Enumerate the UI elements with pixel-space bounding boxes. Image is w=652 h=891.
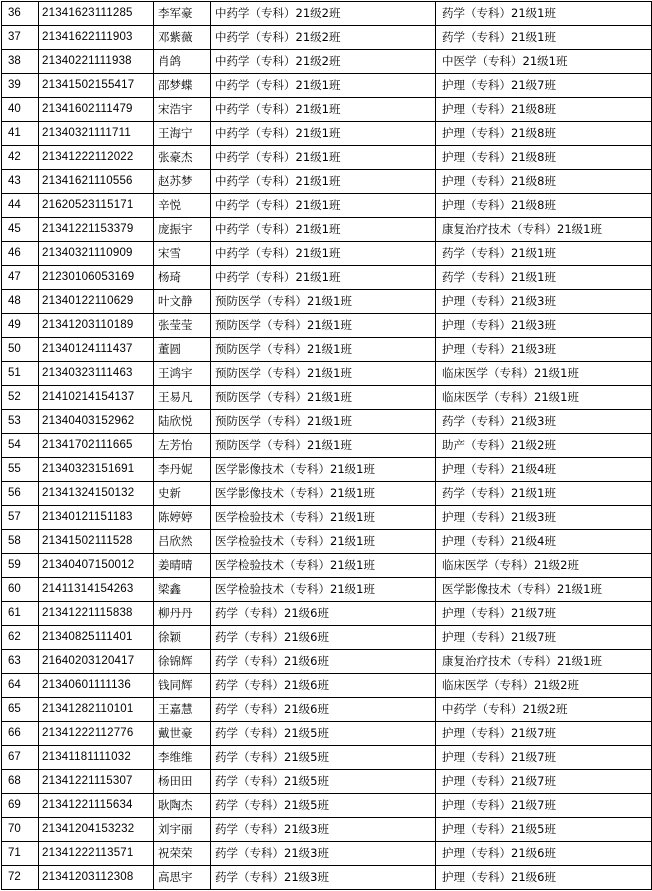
row-number-cell: 48: [2, 290, 39, 314]
new-class-cell: 护理（专科）21级7班: [436, 746, 652, 770]
row-number-cell: 47: [2, 266, 39, 290]
row-number-cell: 60: [2, 578, 39, 602]
original-class-cell: 预防医学（专科）21级1班: [211, 386, 436, 410]
new-class-cell: 中药学（专科）21级2班: [436, 698, 652, 722]
student-id-cell: 21341222112022: [39, 146, 154, 170]
new-class-cell: 护理（专科）21级4班: [436, 458, 652, 482]
student-id-cell: 21341602111479: [39, 98, 154, 122]
student-name-cell: 赵苏梦: [154, 170, 211, 194]
student-name-cell: 王鸿宇: [154, 362, 211, 386]
student-id-cell: 21340124111437: [39, 338, 154, 362]
table-row: [2, 746, 652, 770]
new-class-cell: 护理（专科）21级8班: [436, 194, 652, 218]
row-number-cell: 67: [2, 746, 39, 770]
new-class-cell: 护理（专科）21级4班: [436, 530, 652, 554]
row-number-cell: 70: [2, 818, 39, 842]
student-id-cell: 21341204153232: [39, 818, 154, 842]
table-row: [2, 722, 652, 746]
new-class-cell: 康复治疗技术（专科）21级1班: [436, 218, 652, 242]
original-class-cell: 中药学（专科）21级1班: [211, 98, 436, 122]
new-class-cell: 护理（专科）21级8班: [436, 122, 652, 146]
row-number-cell: 36: [2, 2, 39, 26]
table-row: [2, 674, 652, 698]
new-class-cell: 护理（专科）21级7班: [436, 74, 652, 98]
row-number-cell: 62: [2, 626, 39, 650]
row-number-cell: 54: [2, 434, 39, 458]
new-class-cell: 康复治疗技术（专科）21级1班: [436, 650, 652, 674]
student-id-cell: 21341324150132: [39, 482, 154, 506]
student-id-cell: 21341502111528: [39, 530, 154, 554]
student-name-cell: 梁鑫: [154, 578, 211, 602]
student-name-cell: 邵梦蝶: [154, 74, 211, 98]
original-class-cell: 药学（专科）21级6班: [211, 674, 436, 698]
student-id-cell: 21341221115634: [39, 794, 154, 818]
row-number-cell: 66: [2, 722, 39, 746]
student-name-cell: 王嘉慧: [154, 698, 211, 722]
table-row: [2, 842, 652, 866]
original-class-cell: 药学（专科）21级3班: [211, 866, 436, 890]
student-id-cell: 21341702111665: [39, 434, 154, 458]
original-class-cell: 药学（专科）21级6班: [211, 650, 436, 674]
new-class-cell: 护理（专科）21级8班: [436, 98, 652, 122]
student-name-cell: 柳丹丹: [154, 602, 211, 626]
student-id-cell: 21340601111136: [39, 674, 154, 698]
row-number-cell: 41: [2, 122, 39, 146]
new-class-cell: 临床医学（专科）21级1班: [436, 362, 652, 386]
row-number-cell: 55: [2, 458, 39, 482]
table-row: [2, 2, 652, 26]
student-id-cell: 21341221115838: [39, 602, 154, 626]
table-row: [2, 170, 652, 194]
student-id-cell: 21341621110556: [39, 170, 154, 194]
row-number-cell: 59: [2, 554, 39, 578]
row-number-cell: 72: [2, 866, 39, 890]
table-row: [2, 218, 652, 242]
student-id-cell: 21341222113571: [39, 842, 154, 866]
original-class-cell: 中药学（专科）21级1班: [211, 170, 436, 194]
student-name-cell: 邓紫薇: [154, 26, 211, 50]
new-class-cell: 药学（专科）21级1班: [436, 482, 652, 506]
transfer-table: [1, 1, 652, 890]
student-name-cell: 宋浩宇: [154, 98, 211, 122]
new-class-cell: 护理（专科）21级7班: [436, 794, 652, 818]
new-class-cell: 护理（专科）21级7班: [436, 722, 652, 746]
row-number-cell: 58: [2, 530, 39, 554]
student-id-cell: 21341282110101: [39, 698, 154, 722]
student-id-cell: 21341181111032: [39, 746, 154, 770]
new-class-cell: 护理（专科）21级3班: [436, 314, 652, 338]
student-name-cell: 吕欣然: [154, 530, 211, 554]
student-id-cell: 21340221111938: [39, 50, 154, 74]
table-row: [2, 242, 652, 266]
student-name-cell: 张豪杰: [154, 146, 211, 170]
table-row: [2, 314, 652, 338]
student-name-cell: 高思宇: [154, 866, 211, 890]
row-number-cell: 63: [2, 650, 39, 674]
row-number-cell: 65: [2, 698, 39, 722]
table-row: [2, 362, 652, 386]
original-class-cell: 医学检验技术（专科）21级1班: [211, 506, 436, 530]
student-name-cell: 左芳怡: [154, 434, 211, 458]
table-row: [2, 386, 652, 410]
new-class-cell: 药学（专科）21级1班: [436, 242, 652, 266]
original-class-cell: 医学影像技术（专科）21级1班: [211, 458, 436, 482]
original-class-cell: 医学检验技术（专科）21级1班: [211, 554, 436, 578]
table-row: [2, 770, 652, 794]
table-row: [2, 866, 652, 890]
student-name-cell: 杨田田: [154, 770, 211, 794]
student-name-cell: 姜晴晴: [154, 554, 211, 578]
original-class-cell: 中药学（专科）21级2班: [211, 2, 436, 26]
original-class-cell: 中药学（专科）21级1班: [211, 194, 436, 218]
original-class-cell: 医学检验技术（专科）21级1班: [211, 530, 436, 554]
student-name-cell: 祝荣荣: [154, 842, 211, 866]
student-id-cell: 21341203110189: [39, 314, 154, 338]
original-class-cell: 预防医学（专科）21级1班: [211, 314, 436, 338]
original-class-cell: 药学（专科）21级3班: [211, 842, 436, 866]
table-row: [2, 578, 652, 602]
new-class-cell: 护理（专科）21级3班: [436, 290, 652, 314]
new-class-cell: 药学（专科）21级1班: [436, 266, 652, 290]
table-row: [2, 530, 652, 554]
original-class-cell: 预防医学（专科）21级1班: [211, 290, 436, 314]
student-name-cell: 戴世豪: [154, 722, 211, 746]
original-class-cell: 药学（专科）21级3班: [211, 818, 436, 842]
student-id-cell: 21341203112308: [39, 866, 154, 890]
student-id-cell: 21340825111401: [39, 626, 154, 650]
new-class-cell: 临床医学（专科）21级1班: [436, 386, 652, 410]
table-row: [2, 506, 652, 530]
new-class-cell: 护理（专科）21级8班: [436, 170, 652, 194]
row-number-cell: 52: [2, 386, 39, 410]
new-class-cell: 护理（专科）21级7班: [436, 626, 652, 650]
student-name-cell: 耿陶杰: [154, 794, 211, 818]
original-class-cell: 医学检验技术（专科）21级1班: [211, 578, 436, 602]
table-row: [2, 50, 652, 74]
student-name-cell: 李军豪: [154, 2, 211, 26]
original-class-cell: 医学影像技术（专科）21级1班: [211, 482, 436, 506]
table-row: [2, 794, 652, 818]
student-id-cell: 21410214154137: [39, 386, 154, 410]
student-id-cell: 21340122110629: [39, 290, 154, 314]
student-name-cell: 徐颖: [154, 626, 211, 650]
original-class-cell: 预防医学（专科）21级1班: [211, 410, 436, 434]
original-class-cell: 中药学（专科）21级1班: [211, 122, 436, 146]
table-row: [2, 194, 652, 218]
student-id-cell: 21620523115171: [39, 194, 154, 218]
table-row: [2, 146, 652, 170]
original-class-cell: 中药学（专科）21级2班: [211, 26, 436, 50]
original-class-cell: 药学（专科）21级5班: [211, 746, 436, 770]
student-name-cell: 庞振宇: [154, 218, 211, 242]
table-row: [2, 458, 652, 482]
row-number-cell: 68: [2, 770, 39, 794]
student-id-cell: 21341623111285: [39, 2, 154, 26]
new-class-cell: 医学影像技术（专科）21级1班: [436, 578, 652, 602]
original-class-cell: 中药学（专科）21级1班: [211, 146, 436, 170]
table-row: [2, 482, 652, 506]
student-id-cell: 21340407150012: [39, 554, 154, 578]
table-row: [2, 26, 652, 50]
student-name-cell: 刘宇丽: [154, 818, 211, 842]
new-class-cell: 护理（专科）21级7班: [436, 770, 652, 794]
row-number-cell: 69: [2, 794, 39, 818]
table-row: [2, 434, 652, 458]
new-class-cell: 护理（专科）21级8班: [436, 146, 652, 170]
table-row: [2, 602, 652, 626]
student-id-cell: 21340403152962: [39, 410, 154, 434]
student-id-cell: 21411314154263: [39, 578, 154, 602]
new-class-cell: 临床医学（专科）21级2班: [436, 554, 652, 578]
table-body: [2, 2, 652, 890]
table-row: [2, 122, 652, 146]
new-class-cell: 药学（专科）21级1班: [436, 26, 652, 50]
row-number-cell: 46: [2, 242, 39, 266]
original-class-cell: 药学（专科）21级6班: [211, 626, 436, 650]
original-class-cell: 中药学（专科）21级1班: [211, 218, 436, 242]
original-class-cell: 药学（专科）21级5班: [211, 770, 436, 794]
table-row: [2, 554, 652, 578]
original-class-cell: 中药学（专科）21级1班: [211, 74, 436, 98]
new-class-cell: 助产（专科）21级2班: [436, 434, 652, 458]
original-class-cell: 药学（专科）21级5班: [211, 722, 436, 746]
row-number-cell: 38: [2, 50, 39, 74]
row-number-cell: 53: [2, 410, 39, 434]
row-number-cell: 64: [2, 674, 39, 698]
new-class-cell: 护理（专科）21级7班: [436, 602, 652, 626]
new-class-cell: 护理（专科）21级6班: [436, 866, 652, 890]
student-id-cell: 21340321111711: [39, 122, 154, 146]
new-class-cell: 护理（专科）21级3班: [436, 338, 652, 362]
original-class-cell: 预防医学（专科）21级1班: [211, 338, 436, 362]
student-id-cell: 21341221115307: [39, 770, 154, 794]
student-id-cell: 21340121151183: [39, 506, 154, 530]
student-id-cell: 21341221153379: [39, 218, 154, 242]
row-number-cell: 37: [2, 26, 39, 50]
row-number-cell: 43: [2, 170, 39, 194]
table-row: [2, 698, 652, 722]
table-row: [2, 338, 652, 362]
student-name-cell: 宋雪: [154, 242, 211, 266]
row-number-cell: 45: [2, 218, 39, 242]
new-class-cell: 药学（专科）21级3班: [436, 410, 652, 434]
new-class-cell: 护理（专科）21级3班: [436, 506, 652, 530]
row-number-cell: 56: [2, 482, 39, 506]
student-name-cell: 肖鸽: [154, 50, 211, 74]
student-id-cell: 21340323151691: [39, 458, 154, 482]
new-class-cell: 护理（专科）21级6班: [436, 842, 652, 866]
new-class-cell: 中医学（专科）21级1班: [436, 50, 652, 74]
new-class-cell: 药学（专科）21级1班: [436, 2, 652, 26]
row-number-cell: 50: [2, 338, 39, 362]
original-class-cell: 药学（专科）21级6班: [211, 698, 436, 722]
original-class-cell: 预防医学（专科）21级1班: [211, 434, 436, 458]
row-number-cell: 51: [2, 362, 39, 386]
student-name-cell: 李丹妮: [154, 458, 211, 482]
table-row: [2, 650, 652, 674]
original-class-cell: 中药学（专科）21级1班: [211, 266, 436, 290]
table-row: [2, 266, 652, 290]
student-id-cell: 21640203120417: [39, 650, 154, 674]
student-name-cell: 辛悦: [154, 194, 211, 218]
student-id-cell: 21230106053169: [39, 266, 154, 290]
student-name-cell: 杨琦: [154, 266, 211, 290]
row-number-cell: 42: [2, 146, 39, 170]
student-name-cell: 陈婷婷: [154, 506, 211, 530]
table-row: [2, 818, 652, 842]
table-row: [2, 98, 652, 122]
student-id-cell: 21340321110909: [39, 242, 154, 266]
row-number-cell: 44: [2, 194, 39, 218]
student-name-cell: 钱同辉: [154, 674, 211, 698]
table-row: [2, 290, 652, 314]
original-class-cell: 中药学（专科）21级1班: [211, 242, 436, 266]
student-name-cell: 董圆: [154, 338, 211, 362]
student-id-cell: 21340323111463: [39, 362, 154, 386]
original-class-cell: 中药学（专科）21级2班: [211, 50, 436, 74]
row-number-cell: 40: [2, 98, 39, 122]
original-class-cell: 预防医学（专科）21级1班: [211, 362, 436, 386]
row-number-cell: 49: [2, 314, 39, 338]
table-row: [2, 74, 652, 98]
new-class-cell: 临床医学（专科）21级2班: [436, 674, 652, 698]
student-name-cell: 张莹莹: [154, 314, 211, 338]
original-class-cell: 药学（专科）21级5班: [211, 794, 436, 818]
student-id-cell: 21341502155417: [39, 74, 154, 98]
student-name-cell: 徐锦辉: [154, 650, 211, 674]
student-name-cell: 李维维: [154, 746, 211, 770]
row-number-cell: 61: [2, 602, 39, 626]
student-name-cell: 王易凡: [154, 386, 211, 410]
student-name-cell: 王海宁: [154, 122, 211, 146]
row-number-cell: 57: [2, 506, 39, 530]
row-number-cell: 71: [2, 842, 39, 866]
student-id-cell: 21341622111903: [39, 26, 154, 50]
table-row: [2, 410, 652, 434]
student-name-cell: 陆欣悦: [154, 410, 211, 434]
new-class-cell: 护理（专科）21级5班: [436, 818, 652, 842]
original-class-cell: 药学（专科）21级6班: [211, 602, 436, 626]
table-row: [2, 626, 652, 650]
row-number-cell: 39: [2, 74, 39, 98]
student-name-cell: 叶文静: [154, 290, 211, 314]
student-name-cell: 史新: [154, 482, 211, 506]
student-id-cell: 21341222112776: [39, 722, 154, 746]
